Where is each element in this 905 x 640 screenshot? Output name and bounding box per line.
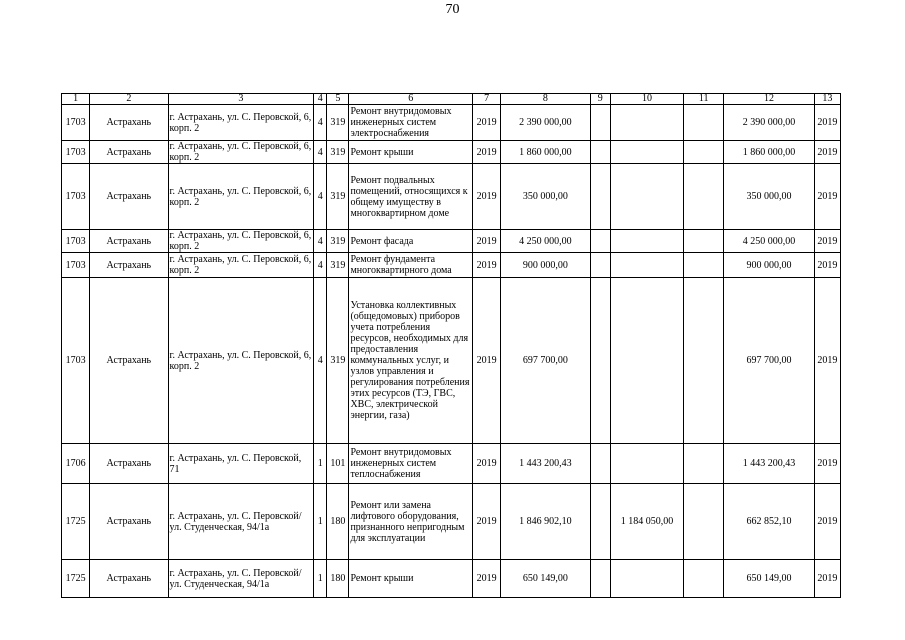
col10-cell [610, 560, 683, 598]
col11-cell [684, 484, 724, 560]
total-cost-cell: 350 000,00 [501, 164, 590, 230]
column-number: 3 [168, 94, 314, 105]
year-end-cell: 2019 [814, 444, 840, 484]
municipality-cell: Астрахань [90, 278, 168, 444]
total-cost-cell: 650 149,00 [501, 560, 590, 598]
column-number: 13 [814, 94, 840, 105]
table-row [62, 278, 841, 444]
total-cost-cell: 2 390 000,00 [501, 105, 590, 141]
year-end-cell: 2019 [814, 105, 840, 141]
work-type-cell: Ремонт фундамента многоквартирного дома [349, 253, 473, 278]
col5-cell: 180 [327, 560, 349, 598]
col9-cell [590, 278, 610, 444]
col4-cell: 1 [314, 444, 327, 484]
year-cell: 2019 [473, 444, 501, 484]
column-number: 8 [501, 94, 590, 105]
address-cell: г. Астрахань, ул. С. Перовской, 6, корп. 2 [168, 253, 314, 278]
year-cell: 2019 [473, 278, 501, 444]
col4-cell: 4 [314, 253, 327, 278]
column-number: 7 [473, 94, 501, 105]
total-cost-cell: 1 443 200,43 [501, 444, 590, 484]
object-code-cell: 1703 [62, 105, 90, 141]
col12-cell: 650 149,00 [724, 560, 814, 598]
column-number: 5 [327, 94, 349, 105]
col9-cell [590, 105, 610, 141]
object-code-cell: 1703 [62, 141, 90, 164]
col9-cell [590, 444, 610, 484]
col11-cell [684, 253, 724, 278]
year-cell: 2019 [473, 560, 501, 598]
total-cost-cell: 697 700,00 [501, 278, 590, 444]
col12-cell: 662 852,10 [724, 484, 814, 560]
municipality-cell: Астрахань [90, 253, 168, 278]
col5-cell: 319 [327, 105, 349, 141]
col12-cell: 2 390 000,00 [724, 105, 814, 141]
page-number: 70 [445, 2, 460, 17]
table-row [62, 164, 841, 230]
col12-cell: 350 000,00 [724, 164, 814, 230]
col12-cell: 900 000,00 [724, 253, 814, 278]
year-end-cell: 2019 [814, 230, 840, 253]
object-code-cell: 1703 [62, 230, 90, 253]
col10-cell: 1 184 050,00 [610, 484, 683, 560]
col5-cell: 319 [327, 230, 349, 253]
col5-cell: 319 [327, 141, 349, 164]
total-cost-cell: 1 860 000,00 [501, 141, 590, 164]
work-type-cell: Ремонт крыши [349, 560, 473, 598]
year-cell: 2019 [473, 105, 501, 141]
col12-cell: 4 250 000,00 [724, 230, 814, 253]
col9-cell [590, 560, 610, 598]
col5-cell: 319 [327, 253, 349, 278]
year-end-cell: 2019 [814, 560, 840, 598]
col9-cell [590, 141, 610, 164]
year-end-cell: 2019 [814, 278, 840, 444]
column-number-row [62, 94, 841, 105]
table-row [62, 484, 841, 560]
col12-cell: 1 443 200,43 [724, 444, 814, 484]
table-row [62, 560, 841, 598]
col5-cell: 180 [327, 484, 349, 560]
municipality-cell: Астрахань [90, 105, 168, 141]
municipality-cell: Астрахань [90, 484, 168, 560]
col4-cell: 4 [314, 230, 327, 253]
table-row [62, 230, 841, 253]
object-code-cell: 1703 [62, 164, 90, 230]
column-number: 1 [62, 94, 90, 105]
work-type-cell: Ремонт или замена лифтового оборудования, признанного непригодным для эксплуатации [349, 484, 473, 560]
total-cost-cell: 4 250 000,00 [501, 230, 590, 253]
work-type-cell: Ремонт фасада [349, 230, 473, 253]
col10-cell [610, 444, 683, 484]
col9-cell [590, 484, 610, 560]
address-cell: г. Астрахань, ул. С. Перовской, 6, корп. 2 [168, 141, 314, 164]
col4-cell: 4 [314, 164, 327, 230]
year-cell: 2019 [473, 253, 501, 278]
total-cost-cell: 900 000,00 [501, 253, 590, 278]
col4-cell: 1 [314, 560, 327, 598]
column-number: 10 [610, 94, 683, 105]
address-cell: г. Астрахань, ул. С. Перовской, 71 [168, 444, 314, 484]
work-type-cell: Ремонт подвальных помещений, относящихся к общему имуществу в многоквартирном доме [349, 164, 473, 230]
col11-cell [684, 444, 724, 484]
column-number: 4 [314, 94, 327, 105]
col10-cell [610, 164, 683, 230]
column-number: 2 [90, 94, 168, 105]
col11-cell [684, 105, 724, 141]
col11-cell [684, 278, 724, 444]
col11-cell [684, 141, 724, 164]
year-end-cell: 2019 [814, 253, 840, 278]
year-cell: 2019 [473, 484, 501, 560]
col11-cell [684, 230, 724, 253]
address-cell: г. Астрахань, ул. С. Перовской, 6, корп. 2 [168, 105, 314, 141]
object-code-cell: 1725 [62, 484, 90, 560]
col5-cell: 319 [327, 164, 349, 230]
municipality-cell: Астрахань [90, 164, 168, 230]
work-type-cell: Ремонт крыши [349, 141, 473, 164]
year-end-cell: 2019 [814, 164, 840, 230]
table-row [62, 253, 841, 278]
col9-cell [590, 164, 610, 230]
table-row [62, 444, 841, 484]
col10-cell [610, 253, 683, 278]
year-cell: 2019 [473, 164, 501, 230]
municipality-cell: Астрахань [90, 444, 168, 484]
work-type-cell: Ремонт внутридомовых инженерных систем теплоснабжения [349, 444, 473, 484]
object-code-cell: 1706 [62, 444, 90, 484]
address-cell: г. Астрахань, ул. С. Перовской/ ул. Студенческая, 94/1а [168, 560, 314, 598]
col11-cell [684, 560, 724, 598]
year-cell: 2019 [473, 141, 501, 164]
table-row [62, 141, 841, 164]
municipality-cell: Астрахань [90, 141, 168, 164]
column-number: 6 [349, 94, 473, 105]
col10-cell [610, 105, 683, 141]
address-cell: г. Астрахань, ул. С. Перовской, 6, корп. 2 [168, 278, 314, 444]
col4-cell: 4 [314, 278, 327, 444]
table-row [62, 105, 841, 141]
col5-cell: 319 [327, 278, 349, 444]
col9-cell [590, 253, 610, 278]
column-number: 12 [724, 94, 814, 105]
col4-cell: 1 [314, 484, 327, 560]
col12-cell: 1 860 000,00 [724, 141, 814, 164]
address-cell: г. Астрахань, ул. С. Перовской, 6, корп. 2 [168, 164, 314, 230]
col11-cell [684, 164, 724, 230]
register-table [61, 93, 841, 598]
col10-cell [610, 230, 683, 253]
municipality-cell: Астрахань [90, 560, 168, 598]
year-cell: 2019 [473, 230, 501, 253]
address-cell: г. Астрахань, ул. С. Перовской/ ул. Студенческая, 94/1а [168, 484, 314, 560]
work-type-cell: Ремонт внутридомовых инженерных систем электроснабжения [349, 105, 473, 141]
column-number: 11 [684, 94, 724, 105]
object-code-cell: 1703 [62, 253, 90, 278]
col10-cell [610, 141, 683, 164]
year-end-cell: 2019 [814, 484, 840, 560]
col9-cell [590, 230, 610, 253]
col10-cell [610, 278, 683, 444]
col5-cell: 101 [327, 444, 349, 484]
object-code-cell: 1725 [62, 560, 90, 598]
municipality-cell: Астрахань [90, 230, 168, 253]
col12-cell: 697 700,00 [724, 278, 814, 444]
address-cell: г. Астрахань, ул. С. Перовской, 6, корп. 2 [168, 230, 314, 253]
total-cost-cell: 1 846 902,10 [501, 484, 590, 560]
work-type-cell: Установка коллективных (общедомовых) приборов учета потребления ресурсов, необходимых для предоставления коммунальных услуг, и узлов управления и регулирования потребления этих ресурсов (ТЭ, ГВС, ХВС, электрической энергии, газа) [349, 278, 473, 444]
object-code-cell: 1703 [62, 278, 90, 444]
column-number: 9 [590, 94, 610, 105]
col4-cell: 4 [314, 105, 327, 141]
col4-cell: 4 [314, 141, 327, 164]
year-end-cell: 2019 [814, 141, 840, 164]
